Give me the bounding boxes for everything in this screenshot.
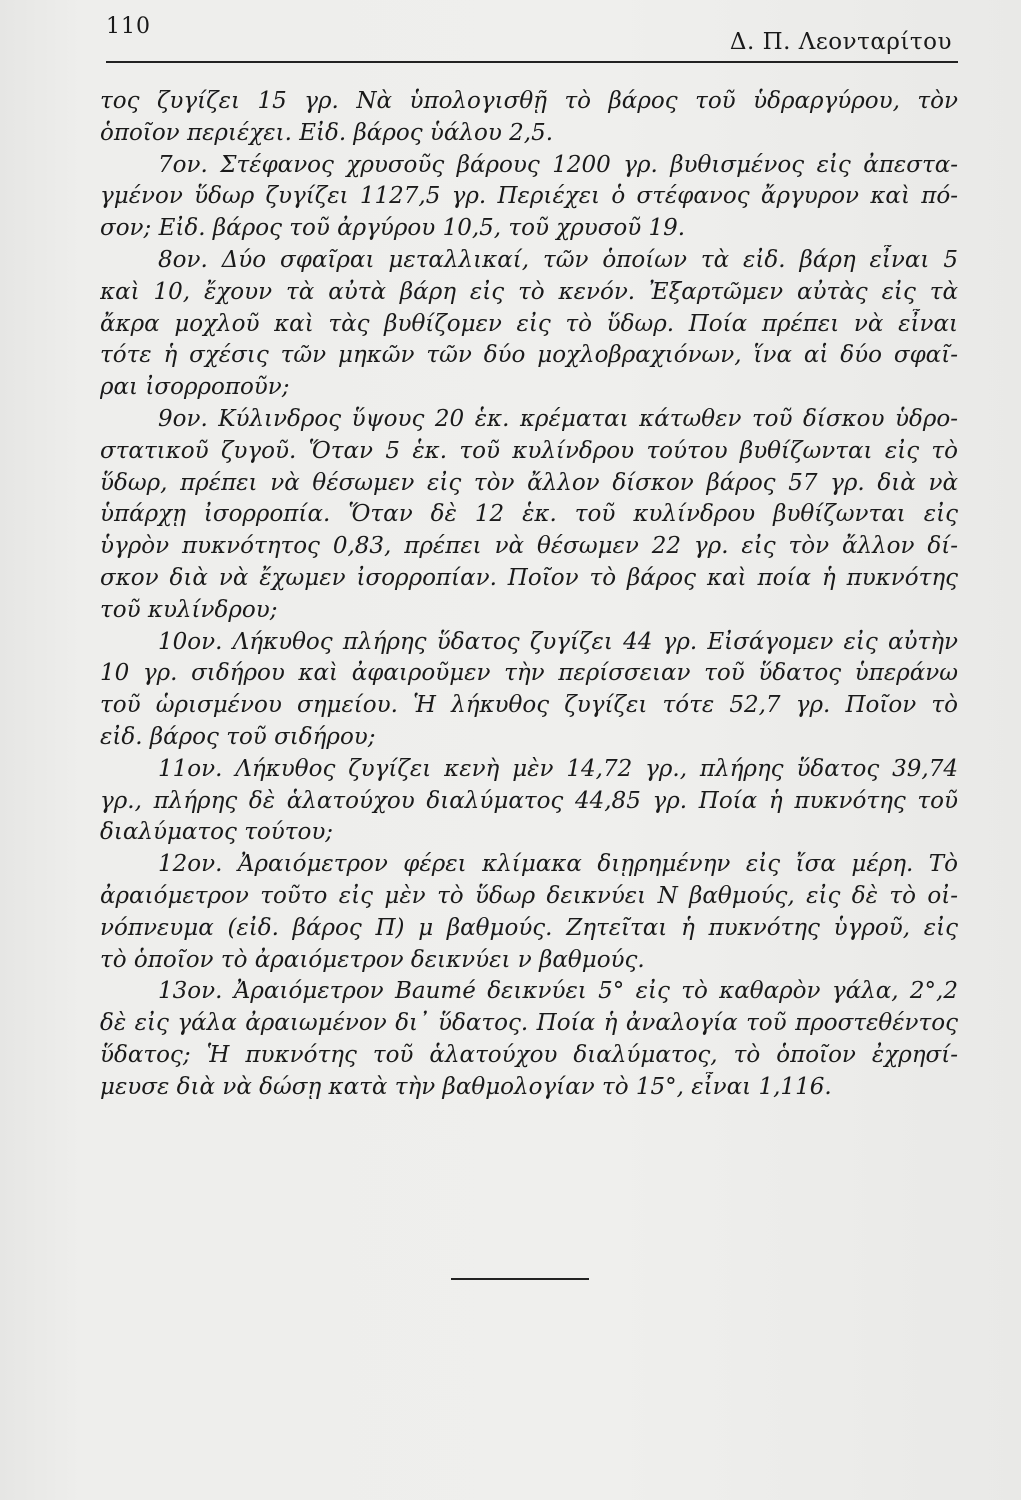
text-line: 12ον. Ἀραιόμετρον φέρει κλίμακα διῃρημένην εἰς ἴσα μέρη. Τὸ	[158, 851, 958, 878]
text-line: τοῦ ὡρισμένου σημείου. Ἡ λήκυθος ζυγίζει τότε 52,7 γρ. Ποῖον τὸ	[100, 692, 958, 719]
text-line: ὑγρὸν πυκνότητος 0,83, πρέπει νὰ θέσωμεν 22 γρ. εἰς τὸν ἄλλον δί-	[100, 533, 958, 560]
text-line: 10 γρ. σιδήρου καὶ ἀφαιροῦμεν τὴν περίσσειαν τοῦ ὕδατος ὑπεράνω	[100, 660, 958, 687]
text-line: δὲ εἰς γάλα ἀραιωμένον δι᾽ ὕδατος. Ποία ἡ ἀναλογία τοῦ προστεθέντος	[100, 1010, 958, 1037]
text-line: τος ζυγίζει 15 γρ. Νὰ ὑπολογισθῇ τὸ βάρος τοῦ ὑδραργύρου, τὸν	[100, 88, 958, 114]
text-line: ὕδωρ, πρέπει νὰ θέσωμεν εἰς τὸν ἄλλον δίσκον βάρος 57 γρ. διὰ νὰ	[100, 469, 958, 496]
text-line: γρ., πλήρης δὲ ἁλατούχου διαλύματος 44,85 γρ. Ποία ἡ πυκνότης τοῦ	[100, 787, 958, 814]
text-line: 13ον. Ἀραιόμετρον Baumé δεικνύει 5° εἰς τὸ καθαρὸν γάλα, 2°,2	[158, 978, 958, 1005]
page-number: 110	[106, 14, 151, 39]
header-rule	[106, 61, 958, 63]
text-line: γμένον ὕδωρ ζυγίζει 1127,5 γρ. Περιέχει ὁ στέφανος ἄργυρον καὶ πό-	[100, 183, 958, 210]
text-line: τοῦ κυλίνδρου;	[100, 596, 278, 623]
text-line: ὕδατος; Ἡ πυκνότης τοῦ ἁλατούχου διαλύματος, τὸ ὁποῖον ἐχρησί-	[100, 1041, 958, 1068]
text-line: ραι ἰσορροποῦν;	[100, 374, 290, 401]
text-line: στατικοῦ ζυγοῦ. Ὅταν 5 ἑκ. τοῦ κυλίνδρου τούτου βυθίζωνται εἰς τὸ	[100, 437, 958, 464]
text-line: σκον διὰ νὰ ἔχωμεν ἰσορροπίαν. Ποῖον τὸ βάρος καὶ ποία ἡ πυκνότης	[100, 564, 958, 591]
text-line: ἄκρα μοχλοῦ καὶ τὰς βυθίζομεν εἰς τὸ ὕδωρ. Ποία πρέπει νὰ εἶναι	[100, 310, 958, 337]
text-line: σον; Εἰδ. βάρος τοῦ ἀργύρου 10,5, τοῦ χρυσοῦ 19.	[100, 215, 686, 242]
text-line: νόπνευμα (εἰδ. βάρος Π) μ βαθμούς. Ζητεῖται ἡ πυκνότης ὑγροῦ, εἰς	[100, 914, 958, 941]
running-head-author: Δ. Π. Λεονταρίτου	[729, 29, 952, 55]
text-line: ὑπάρχῃ ἰσορροπία. Ὅταν δὲ 12 ἑκ. τοῦ κυλίνδρου βυθίζωνται εἰς	[100, 501, 958, 528]
text-line: 11ον. Λήκυθος ζυγίζει κενὴ μὲν 14,72 γρ., πλήρης ὕδατος 39,74	[158, 755, 958, 782]
text-line: τότε ἡ σχέσις τῶν μηκῶν τῶν δύο μοχλοβραχιόνων, ἵνα αἱ δύο σφαῖ-	[100, 342, 958, 369]
text-line: 7ον. Στέφανος χρυσοῦς βάρους 1200 γρ. βυθισμένος εἰς ἀπεστα-	[158, 151, 958, 178]
text-line: 8ον. Δύο σφαῖραι μεταλλικαί, τῶν ὁποίων τὰ εἰδ. βάρη εἶναι 5	[158, 246, 958, 273]
text-line: 10ον. Λήκυθος πλήρης ὕδατος ζυγίζει 44 γρ. Εἰσάγομεν εἰς αὐτὴν	[158, 628, 958, 655]
text-line: ὁποῖον περιέχει. Εἰδ. βάρος ὑάλου 2,5.	[100, 119, 554, 146]
text-line: μευσε διὰ νὰ δώσῃ κατὰ τὴν βαθμολογίαν τὸ 15°, εἶναι 1,116.	[100, 1073, 832, 1100]
text-line: τὸ ὁποῖον τὸ ἀραιόμετρον δεικνύει ν βαθμούς.	[100, 946, 645, 973]
text-line: εἰδ. βάρος τοῦ σιδήρου;	[100, 723, 376, 750]
text-line: διαλύματος τούτου;	[100, 819, 334, 846]
text-line: καὶ 10, ἔχουν τὰ αὐτὰ βάρη εἰς τὸ κενόν. Ἐξαρτῶμεν αὐτὰς εἰς τὰ	[100, 278, 958, 305]
section-end-rule	[451, 1278, 589, 1280]
text-line: ἀραιόμετρον τοῦτο εἰς μὲν τὸ ὕδωρ δεικνύει Ν βαθμούς, εἰς δὲ τὸ οἰ-	[100, 882, 958, 909]
page-header	[106, 14, 958, 62]
exercise-text-block	[100, 86, 958, 1104]
text-line: 9ον. Κύλινδρος ὕψους 20 ἑκ. κρέμαται κάτωθεν τοῦ δίσκου ὑδρο-	[158, 405, 958, 432]
